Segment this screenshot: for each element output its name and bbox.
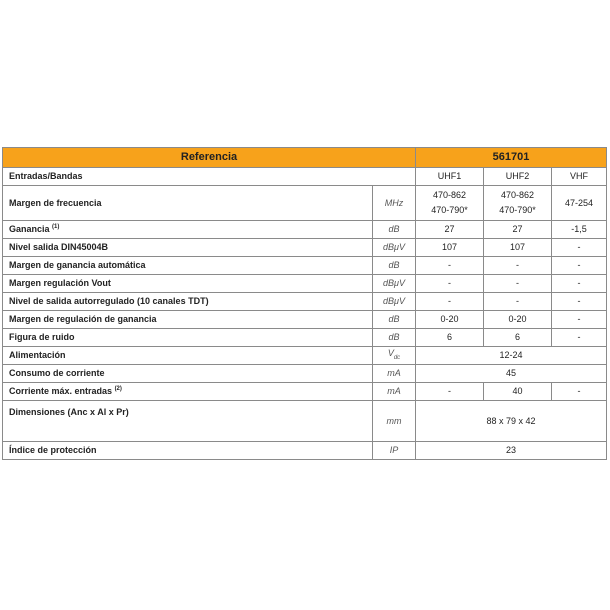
cell-uhf1: 470-862 470-790* (416, 186, 484, 221)
row-label: Margen de frecuencia (3, 186, 373, 221)
cell-merged: 23 (416, 442, 607, 460)
row-unit: dB (373, 257, 416, 275)
row-unit: dBμV (373, 275, 416, 293)
table-row (3, 329, 607, 347)
table-row (3, 186, 607, 221)
cell-merged: 88 x 79 x 42 (416, 401, 607, 442)
table-row (3, 257, 607, 275)
cell-vhf: - (552, 311, 607, 329)
row-unit: mA (373, 365, 416, 383)
cell-vhf: 47-254 (552, 186, 607, 221)
row-label: Figura de ruido (3, 329, 373, 347)
table-row (3, 275, 607, 293)
cell-uhf1: - (416, 293, 484, 311)
footnote-mark: (1) (52, 224, 60, 230)
cell-uhf2: - (484, 275, 552, 293)
spec-table (2, 147, 607, 460)
band-uhf2: UHF2 (484, 168, 552, 186)
row-unit: mm (373, 401, 416, 442)
row-unit: $V_{dc}$ (373, 347, 416, 365)
band-vhf: VHF (552, 168, 607, 186)
cell-uhf1: - (416, 275, 484, 293)
table-row (3, 442, 607, 460)
row-label: Alimentación (3, 347, 373, 365)
cell-uhf2: 40 (484, 383, 552, 401)
row-label: Nivel de salida autorregulado (10 canales TDT) (3, 293, 373, 311)
row-unit: dB (373, 221, 416, 239)
cell-uhf2: - (484, 293, 552, 311)
table-row (3, 365, 607, 383)
row-label: Corriente máx. entradas $^{(2)}$ (3, 383, 373, 401)
cell-uhf1: 27 (416, 221, 484, 239)
row-label: Margen de ganancia automática (3, 257, 373, 275)
row-label: Consumo de corriente (3, 365, 373, 383)
cell-vhf: - (552, 329, 607, 347)
row-unit: dB (373, 329, 416, 347)
table-row (3, 239, 607, 257)
row-label: Nivel salida DIN45004B (3, 239, 373, 257)
cell-uhf1: 0-20 (416, 311, 484, 329)
cell-vhf: - (552, 383, 607, 401)
cell-uhf2: 27 (484, 221, 552, 239)
cell-merged: 45 (416, 365, 607, 383)
table-row (3, 311, 607, 329)
row-unit: IP (373, 442, 416, 460)
cell-uhf1: - (416, 383, 484, 401)
row-label: Margen regulación Vout (3, 275, 373, 293)
cell-uhf2: 0-20 (484, 311, 552, 329)
table-row (3, 401, 607, 442)
row-unit: dBμV (373, 239, 416, 257)
reference-label: Referencia (3, 148, 416, 168)
bands-label: Entradas/Bandas (3, 168, 416, 186)
table-row (3, 221, 607, 239)
row-unit: mA (373, 383, 416, 401)
row-unit: MHz (373, 186, 416, 221)
bands-row (3, 168, 607, 186)
cell-uhf1: 107 (416, 239, 484, 257)
row-unit: dB (373, 311, 416, 329)
footnote-mark: (2) (114, 386, 122, 392)
header-row (3, 148, 607, 168)
cell-uhf2: - (484, 257, 552, 275)
row-label: Ganancia $^{(1)}$ (3, 221, 373, 239)
reference-number: 561701 (416, 148, 607, 168)
row-unit: dBμV (373, 293, 416, 311)
cell-vhf: - (552, 257, 607, 275)
table-row (3, 347, 607, 365)
cell-vhf: - (552, 239, 607, 257)
table-row (3, 383, 607, 401)
cell-vhf: - (552, 275, 607, 293)
table-row (3, 293, 607, 311)
cell-uhf2: 107 (484, 239, 552, 257)
row-label: Dimensiones (Anc x Al x Pr) (3, 401, 373, 442)
cell-vhf: - (552, 293, 607, 311)
cell-uhf1: 6 (416, 329, 484, 347)
row-label: Índice de protección (3, 442, 373, 460)
row-label: Margen de regulación de ganancia (3, 311, 373, 329)
band-uhf1: UHF1 (416, 168, 484, 186)
cell-uhf2: 6 (484, 329, 552, 347)
cell-vhf: -1,5 (552, 221, 607, 239)
cell-uhf2: 470-862 470-790* (484, 186, 552, 221)
cell-uhf1: - (416, 257, 484, 275)
cell-merged: 12-24 (416, 347, 607, 365)
